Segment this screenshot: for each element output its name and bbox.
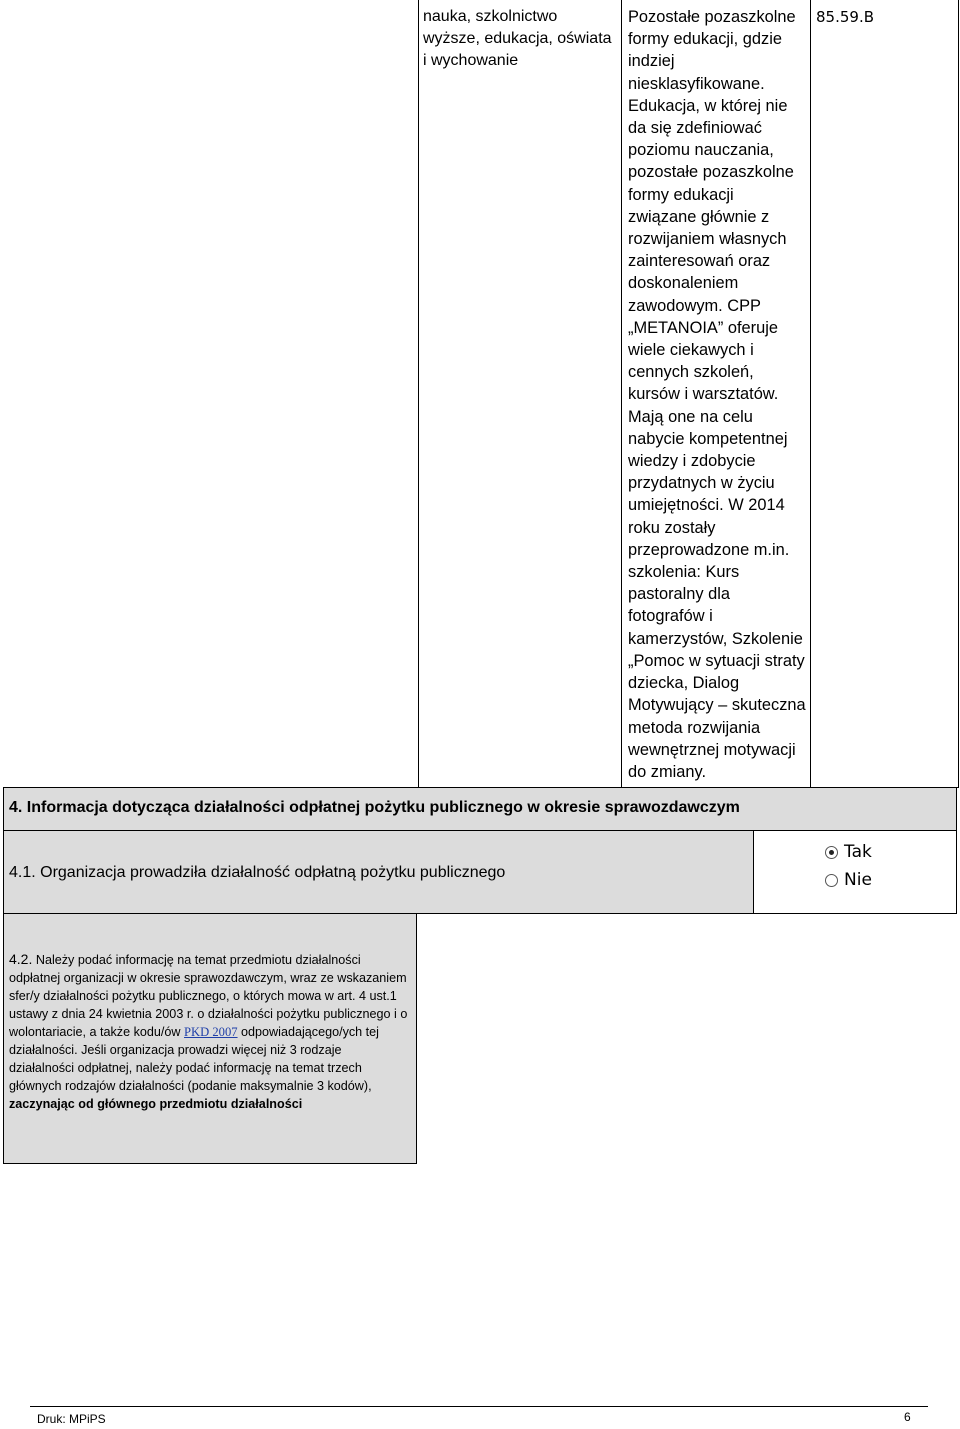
footer-print-label: Druk: MPiPS <box>37 1412 106 1426</box>
question-4-2-part2: odpowiadającego/ych tej działalności. Jeśli organizacja prowadzi więcej niż 3 rodzaje działalności odpłatnej, należy podać informację na temat trzech głównych rodzajów działalności (podanie maksymalnie 3 kodów), <box>9 1025 379 1093</box>
radio-tak[interactable] <box>825 838 956 866</box>
question-4-2-cell <box>3 913 417 1164</box>
question-4-2-bold-end: zaczynając od głównego przedmiotu działalności <box>9 1097 303 1111</box>
question-4-2-number: 4.2. <box>9 951 33 967</box>
radio-nie-label: Nie <box>844 870 872 890</box>
question-4-2-text <box>9 950 410 1113</box>
field-cell <box>418 0 622 788</box>
code-text: 85.59.B <box>816 8 875 26</box>
footer-page-number: 6 <box>904 1410 911 1424</box>
radio-off-icon[interactable] <box>825 874 838 887</box>
question-4-1-answer <box>753 830 957 914</box>
code-cell <box>810 0 959 788</box>
question-4-1-label: 4.1. Organizacja prowadziła działalność odpłatną pożytku publicznego <box>9 864 506 881</box>
section-4-heading-text: 4. Informacja dotycząca działalności odpłatnej pożytku publicznego w okresie sprawozdawczym <box>9 799 740 816</box>
question-4-1-cell <box>3 830 754 914</box>
description-text: Pozostałe pozaszkolne formy edukacji, gdzie indziej niesklasyfikowane. Edukacja, w której nie da się zdefiniować poziomu nauczania, pozostałe pozaszkolne formy edukacji związane głównie z rozwijaniem własnych zainteresowań oraz doskonaleniem zawodowym. CPP „METANOIA” oferuje wiele ciekawych i cennych szkoleń, kursów i warsztatów. Mają one na celu nabycie kompetentnej wiedzy i zdobycie przydatnych w życiu umiejętności. W 2014 roku zostały przeprowadzone m.in. szkolenia: Kurs pastoralny dla fotografów i kamerzystów, Szkolenie „Pomoc w sytuacji straty dziecka, Dialog Motywujący – skuteczna metoda rozwijania wewnętrznej motywacji do zmiany. <box>628 8 806 781</box>
radio-on-icon[interactable] <box>825 846 838 859</box>
question-4-2-part1: Należy podać informację na temat przedmiotu działalności odpłatnej organizacji w okresie sprawozdawczym, wraz ze wskazaniem sfer/y działalności pożytku publicznego, o których mowa w art. 4 ust.1 ustawy z dnia 24 kwietnia 2003 r. o działalności pożytku publicznego i o wolontariacie, a także kodu/ów <box>9 953 408 1039</box>
footer-rule <box>30 1406 928 1407</box>
field-text: nauka, szkolnictwo wyższe, edukacja, oświata i wychowanie <box>423 8 612 70</box>
radio-tak-label: Tak <box>844 842 872 862</box>
radio-nie[interactable] <box>825 866 956 894</box>
description-cell <box>621 0 811 788</box>
section-4-heading <box>3 787 957 831</box>
pkd-link[interactable]: PKD 2007 <box>184 1025 238 1039</box>
